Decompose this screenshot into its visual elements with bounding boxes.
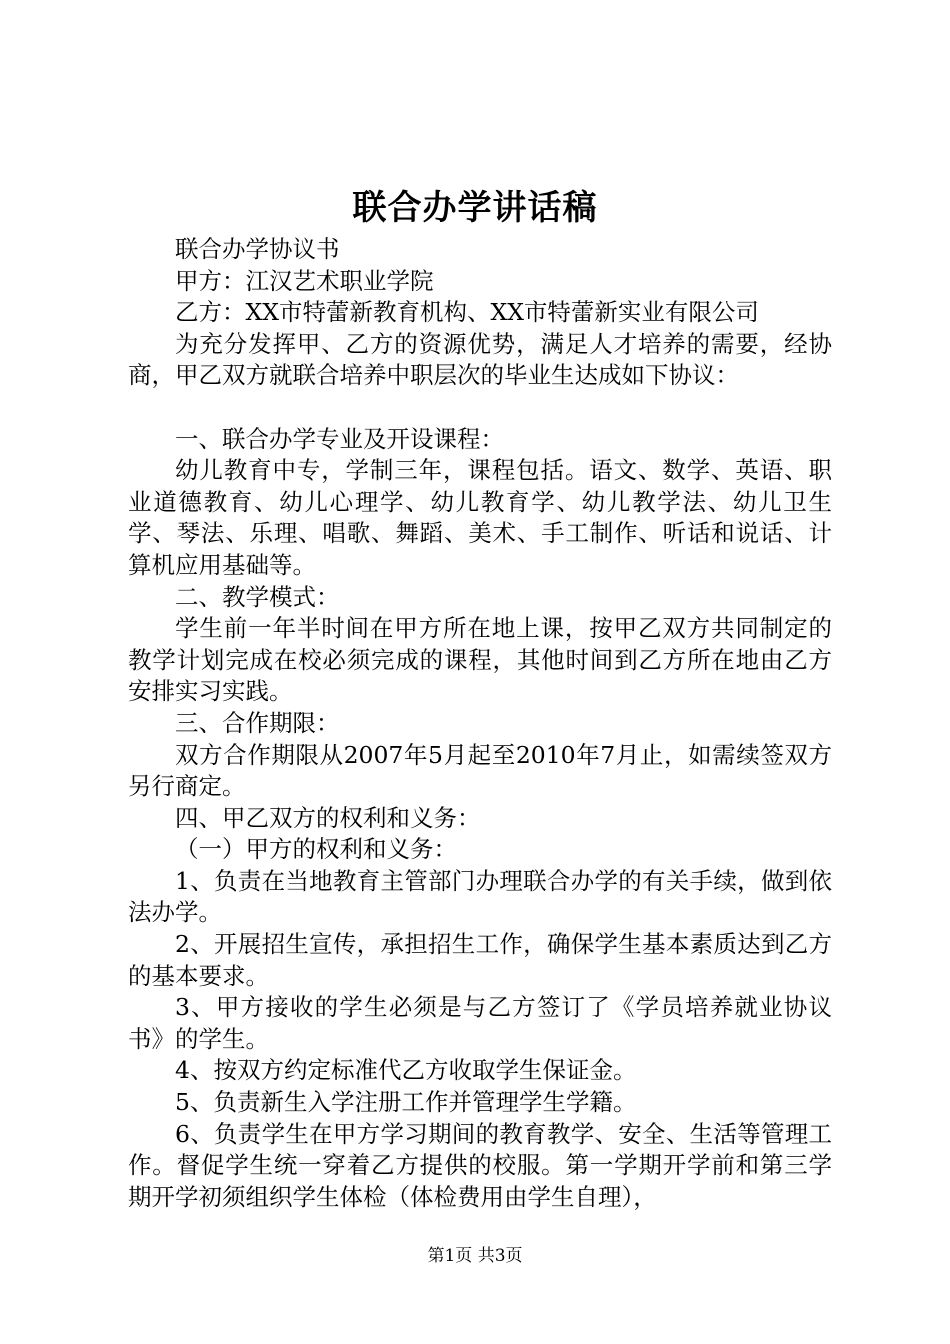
list-item: 3、甲方接收的学生必须是与乙方签订了《学员培养就业协议书》的学生。 <box>128 993 832 1053</box>
subsection-heading-1: （一）甲方的权利和义务： <box>175 835 457 864</box>
paragraph-agreement-heading: 联合办学协议书 <box>175 235 340 263</box>
section-heading-3: 三、合作期限： <box>175 708 340 737</box>
page-number: 第1页 共3页 <box>427 1246 523 1266</box>
list-item: 2、开展招生宣传，承担招生工作，确保学生基本素质达到乙方的基本要求。 <box>128 930 832 990</box>
list-item: 6、负责学生在甲方学习期间的教育教学、安全、生活等管理工作。督促学生统一穿着乙方提供的校服。第一学期开学前和第三学期开学初须组织学生体检（体检费用由学生自理）， <box>128 1119 832 1211</box>
list-item: 1、负责在当地教育主管部门办理联合办学的有关手续，做到依法办学。 <box>128 866 832 927</box>
paragraph-preamble: 为充分发挥甲、乙方的资源优势，满足人才培养的需要，经协商，甲乙双方就联合培养中职层次的毕业生达成如下协议： <box>128 329 832 390</box>
paragraph-party-a: 甲方：江汉艺术职业学院 <box>175 266 434 295</box>
section-heading-1: 一、联合办学专业及开设课程： <box>175 424 504 453</box>
paragraph-courses: 幼儿教育中专，学制三年，课程包括。语文、数学、英语、职业道德教育、幼儿心理学、幼儿教育学、幼儿教学法、幼儿卫生学、琴法、乐理、唱歌、舞蹈、美术、手工制作、听话和说话、计算机应用基础等。 <box>128 456 832 579</box>
paragraph-party-b: 乙方：XX市特蕾新教育机构、XX市特蕾新实业有限公司 <box>175 298 759 327</box>
document-body <box>128 234 832 1213</box>
section-heading-4: 四、甲乙双方的权利和义务： <box>175 803 481 832</box>
section-heading-2: 二、教学模式： <box>175 582 340 611</box>
paragraph-term: 双方合作期限从2007年5月起至2010年7月止，如需续签双方另行商定。 <box>128 740 832 801</box>
paragraph-teaching-mode: 学生前一年半时间在甲方所在地上课，按甲乙双方共同制定的教学计划完成在校必须完成的课程，其他时间到乙方所在地由乙方安排实习实践。 <box>128 614 832 706</box>
document-title: 联合办学讲话稿 <box>352 188 598 228</box>
list-item: 5、负责新生入学注册工作并管理学生学籍。 <box>175 1088 637 1117</box>
list-item: 4、按双方约定标准代乙方收取学生保证金。 <box>175 1056 637 1085</box>
